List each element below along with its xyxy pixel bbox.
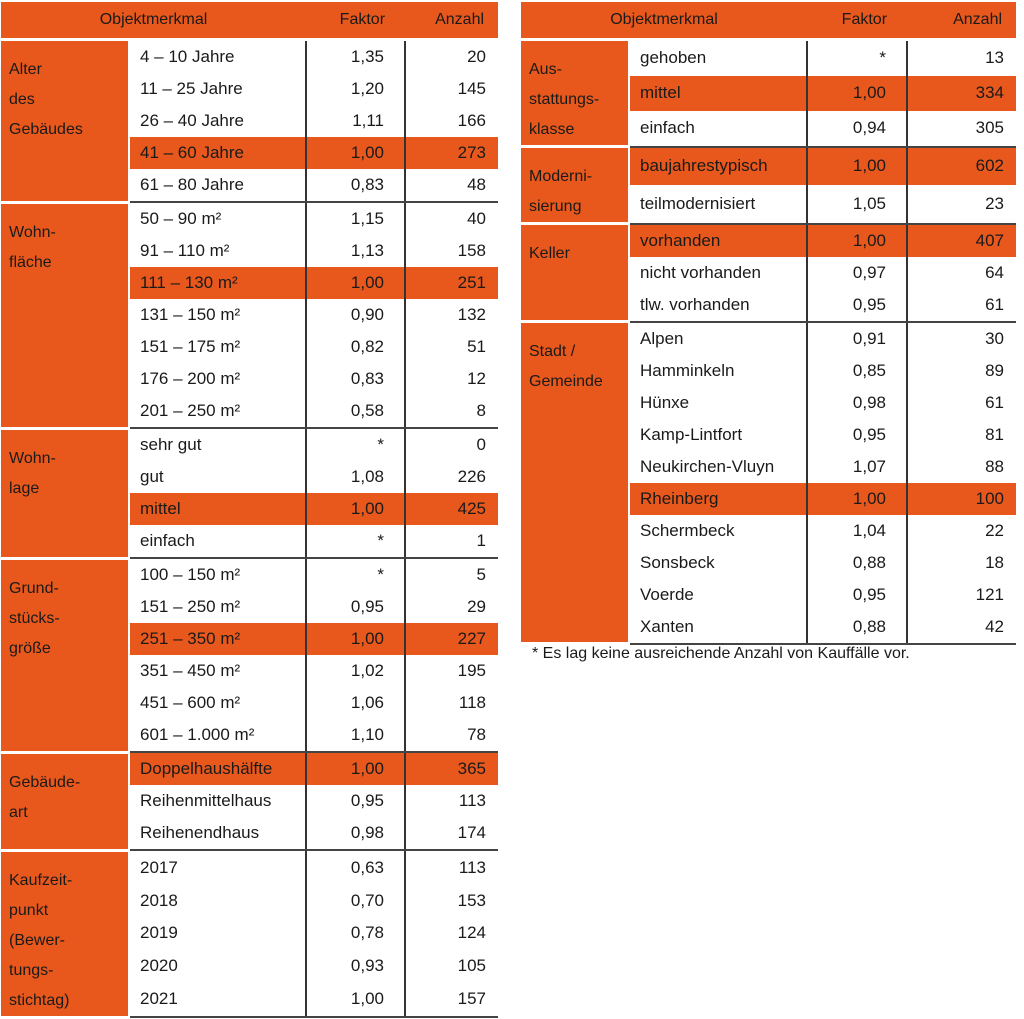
factor-cell: 1,00 [306, 137, 405, 169]
group-label: Gebäude- art [1, 752, 129, 850]
feature-value: 61 – 80 Jahre [129, 169, 306, 202]
factor-cell: 1,02 [306, 655, 405, 687]
count-cell: 334 [907, 76, 1016, 111]
count-cell: 48 [405, 169, 498, 202]
left-factor-table [1, 2, 498, 1019]
table-row [1, 428, 498, 461]
factor-cell: 0,94 [807, 111, 907, 147]
factor-cell: 1,07 [807, 451, 907, 483]
feature-value: 2018 [129, 884, 306, 917]
factor-cell: 0,88 [807, 547, 907, 579]
factor-cell: 1,00 [306, 267, 405, 299]
feature-value: 201 – 250 m² [129, 395, 306, 428]
feature-value: Kamp-Lintfort [629, 419, 807, 451]
feature-value: gehoben [629, 40, 807, 76]
feature-value: gut [129, 461, 306, 493]
header-faktor: Faktor [306, 2, 405, 40]
factor-cell: 1,00 [306, 983, 405, 1017]
table-row [1, 40, 498, 74]
factor-cell: 1,08 [306, 461, 405, 493]
feature-value: nicht vorhanden [629, 257, 807, 289]
feature-value: Neukirchen-Vluyn [629, 451, 807, 483]
table-row [521, 40, 1016, 76]
feature-value: vorhanden [629, 224, 807, 257]
factor-cell: 0,82 [306, 331, 405, 363]
feature-value: 50 – 90 m² [129, 202, 306, 235]
count-cell: 425 [405, 493, 498, 525]
feature-value: 11 – 25 Jahre [129, 73, 306, 105]
factor-cell: * [306, 558, 405, 591]
factor-cell: 1,20 [306, 73, 405, 105]
factor-cell: 0,90 [306, 299, 405, 331]
count-cell: 124 [457, 923, 487, 943]
count-cell: 305 [907, 111, 1016, 147]
feature-value: mittel [629, 76, 807, 111]
feature-value: 251 – 350 m² [129, 623, 306, 655]
right-factor-table [521, 2, 1016, 645]
header-faktor: Faktor [807, 2, 907, 40]
factor-cell: 0,88 [807, 611, 907, 644]
count-cell: 158 [457, 241, 487, 260]
count-cell: 273 [405, 137, 498, 169]
left-table-body [1, 40, 498, 1018]
count-cell: 113 [458, 857, 487, 877]
group-label: Kaufzeit- punkt (Bewer- tungs- stichtag) [1, 850, 129, 1017]
group-label: Wohn- fläche [1, 202, 129, 428]
feature-value: teilmodernisiert [629, 185, 807, 224]
feature-value: 4 – 10 Jahre [129, 40, 306, 74]
feature-value: 2019 [129, 917, 306, 950]
count-cell: 174 [405, 817, 498, 850]
feature-value: mittel [129, 493, 306, 525]
group-label: Wohn- lage [1, 428, 129, 558]
count-cell: 0 [476, 435, 487, 454]
feature-value: 351 – 450 m² [129, 655, 306, 687]
table-header [1, 2, 498, 40]
factor-cell: 0,58 [306, 395, 405, 428]
count-cell: 20 [467, 47, 487, 66]
feature-value: einfach [629, 111, 807, 147]
factor-cell: 0,98 [306, 817, 405, 850]
feature-value: 151 – 250 m² [129, 591, 306, 623]
count-cell: 121 [975, 584, 1005, 604]
feature-value: sehr gut [129, 428, 306, 461]
count-cell: 118 [458, 693, 487, 712]
count-cell: 157 [405, 983, 498, 1017]
factor-cell: 1,00 [807, 224, 907, 257]
factor-cell: 1,00 [306, 623, 405, 655]
count-cell: 78 [405, 719, 498, 752]
factor-cell: 0,85 [807, 355, 907, 387]
feature-value: Hünxe [629, 387, 807, 419]
count-cell: 105 [457, 956, 487, 976]
count-cell: 1 [405, 525, 498, 558]
factor-cell: 0,70 [306, 884, 405, 917]
count-cell: 40 [467, 209, 487, 228]
feature-value: einfach [129, 525, 306, 558]
count-cell: 100 [907, 483, 1016, 515]
table-row [521, 224, 1016, 257]
feature-value: 41 – 60 Jahre [129, 137, 306, 169]
factor-cell: 1,35 [306, 40, 405, 74]
feature-value: Voerde [629, 579, 807, 611]
factor-cell: 0,95 [306, 591, 405, 623]
count-cell: 29 [467, 597, 487, 616]
table-header [521, 2, 1016, 40]
count-cell: 18 [985, 552, 1005, 572]
count-cell: 153 [457, 890, 487, 910]
count-cell: 88 [985, 456, 1005, 476]
group-label: Stadt / Gemeinde [521, 322, 629, 644]
feature-value: Doppelhaushälfte [129, 752, 306, 785]
factor-cell: 1,15 [306, 202, 405, 235]
count-cell: 227 [405, 623, 498, 655]
count-cell: 602 [907, 147, 1016, 186]
feature-value: Reihenmittelhaus [129, 785, 306, 817]
factor-cell: 0,95 [807, 419, 907, 451]
factor-cell: 0,93 [306, 950, 405, 983]
feature-value: Sonsbeck [629, 547, 807, 579]
feature-value: 2020 [129, 950, 306, 983]
factor-cell: 1,00 [306, 752, 405, 785]
count-cell: 22 [985, 520, 1005, 540]
feature-value: 91 – 110 m² [129, 235, 306, 267]
header-anzahl: Anzahl [907, 2, 1016, 40]
count-cell: 407 [907, 224, 1016, 257]
factor-cell: 0,83 [306, 363, 405, 395]
count-cell: 12 [467, 369, 487, 388]
feature-value: 111 – 130 m² [129, 267, 306, 299]
count-cell: 13 [985, 48, 1005, 68]
factor-cell: 0,95 [807, 289, 907, 322]
feature-value: Xanten [629, 611, 807, 644]
factor-cell: 0,97 [807, 257, 907, 289]
count-cell: 145 [457, 79, 487, 98]
feature-value: 26 – 40 Jahre [129, 105, 306, 137]
factor-cell: 1,10 [306, 719, 405, 752]
count-cell: 64 [985, 262, 1005, 282]
factor-cell: 0,95 [306, 785, 405, 817]
count-cell: 23 [907, 185, 1016, 224]
factor-cell: 1,00 [807, 76, 907, 111]
header-anzahl: Anzahl [405, 2, 498, 40]
count-cell: 61 [985, 392, 1005, 412]
feature-value: Alpen [629, 322, 807, 355]
factor-cell: 0,83 [306, 169, 405, 202]
feature-value: Schermbeck [629, 515, 807, 547]
group-label: Alter des Gebäudes [1, 40, 129, 203]
count-cell: 113 [458, 791, 487, 810]
feature-value: Hamminkeln [629, 355, 807, 387]
count-cell: 166 [457, 111, 487, 130]
count-cell: 365 [405, 752, 498, 785]
count-cell: 51 [467, 337, 487, 356]
count-cell: 61 [907, 289, 1016, 322]
footnote: * Es lag keine ausreichende Anzahl von Kauffälle vor. [532, 645, 910, 662]
feature-value: 451 – 600 m² [129, 687, 306, 719]
feature-value: Reihenendhaus [129, 817, 306, 850]
feature-value: 176 – 200 m² [129, 363, 306, 395]
count-cell: 251 [405, 267, 498, 299]
feature-value: 100 – 150 m² [129, 558, 306, 591]
feature-value: 131 – 150 m² [129, 299, 306, 331]
group-label: Moderni- sierung [521, 147, 629, 224]
count-cell: 42 [907, 611, 1016, 644]
factor-cell: 1,11 [306, 105, 405, 137]
feature-value: Rheinberg [629, 483, 807, 515]
factor-cell: * [306, 428, 405, 461]
factor-cell: * [807, 40, 907, 76]
feature-value: 2021 [129, 983, 306, 1017]
factor-cell: 1,04 [807, 515, 907, 547]
group-label: Keller [521, 224, 629, 322]
table-row [1, 850, 498, 884]
count-cell: 226 [457, 467, 487, 486]
feature-value: 151 – 175 m² [129, 331, 306, 363]
group-label: Grund- stücks- größe [1, 558, 129, 752]
factor-cell: 1,13 [306, 235, 405, 267]
feature-value: tlw. vorhanden [629, 289, 807, 322]
factor-cell: * [306, 525, 405, 558]
factor-cell: 0,98 [807, 387, 907, 419]
feature-value: 601 – 1.000 m² [129, 719, 306, 752]
count-cell: 132 [457, 305, 487, 324]
table-row [1, 558, 498, 591]
feature-value: baujahrestypisch [629, 147, 807, 186]
count-cell: 195 [457, 661, 487, 680]
count-cell: 89 [985, 360, 1005, 380]
factor-cell: 0,63 [306, 850, 405, 884]
right-table-body [521, 40, 1016, 644]
factor-cell: 1,06 [306, 687, 405, 719]
factor-cell: 1,00 [807, 147, 907, 186]
table-row [1, 202, 498, 235]
header-objektmerkmal: Objektmerkmal [521, 2, 807, 40]
table-row [521, 147, 1016, 186]
factor-cell: 0,91 [807, 322, 907, 355]
factor-cell: 1,05 [807, 185, 907, 224]
table-row [521, 322, 1016, 355]
factor-cell: 1,00 [306, 493, 405, 525]
count-cell: 30 [985, 328, 1005, 348]
factor-cell: 1,00 [807, 483, 907, 515]
header-objektmerkmal: Objektmerkmal [1, 2, 306, 40]
factor-cell: 0,95 [807, 579, 907, 611]
feature-value: 2017 [129, 850, 306, 884]
factor-cell: 0,78 [306, 917, 405, 950]
count-cell: 81 [985, 424, 1005, 444]
count-cell: 5 [476, 565, 487, 584]
count-cell: 8 [405, 395, 498, 428]
group-label: Aus- stattungs- klasse [521, 40, 629, 147]
table-row [1, 752, 498, 785]
